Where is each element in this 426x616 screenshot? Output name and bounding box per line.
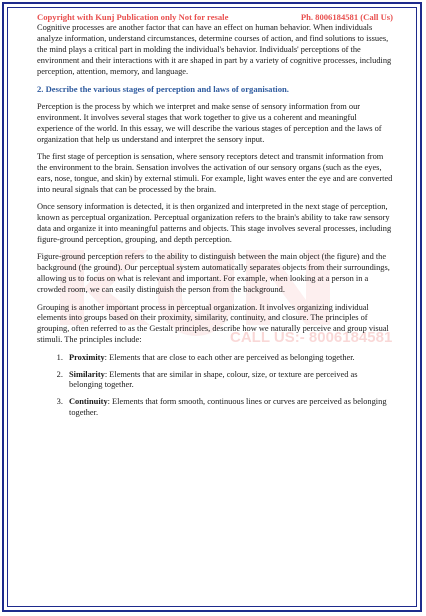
term-continuity: Continuity: [69, 397, 108, 407]
intro-paragraph: Cognitive processes are another factor that can have an effect on human behavior. When individuals analyze information, understand circumstances, determine courses of action, and find solutions to issues, the mind plays a critical part in molding the individual's behavior. Individuals' perceptions of the environment and their interactions with it are shaped in part by a variety of cognitive processes, including perception, attention, memory, and language.: [37, 23, 392, 76]
list-item-proximity: [65, 353, 393, 364]
paragraph-organization: Once sensory information is detected, it is then organized and interpreted in the next stage of perception, known as perceptual organization. Perceptual organization refers to the brain's ability to take raw sensory data and organize it into meaningful patterns and objects. This stage involves several processes, including figure-ground perception, grouping, and depth perception.: [37, 202, 392, 244]
question-heading: 2. Describe the various stages of perception and laws of organisation.: [37, 84, 289, 95]
page-header: [37, 12, 393, 23]
gestalt-principles-list: [37, 353, 393, 420]
paragraph-grouping: Grouping is another important process in perceptual organization. It involves organizing individual elements into groups based on their proximity, similarity, continuity, and closure. The principles of grouping, often referred to as the Gestalt principles, describe how we naturally perceive and group visual stimuli. The principles include:: [37, 302, 389, 345]
paragraph-sensation: The first stage of perception is sensation, where sensory receptors detect and transmit information from the environment to the brain. Sensation involves the activation of our sensory organs (such as the eyes, ears, nose, tongue, and skin) by external stimuli. For example, light waves enter the eye and are converted into neural signals that can be processed by the brain.: [37, 152, 393, 194]
definition-continuity: : Elements that form smooth, continuous lines or curves are perceived as belonging together.: [69, 397, 387, 418]
paragraph-figure-ground: Figure-ground perception refers to the ability to distinguish between the main object (the figure) and the background (the ground). Our perceptual system automatically separates objects from their surroundings, allowing us to focus on what is relevant and important. For example, when looking at a person in a crowded room, we can easily distinguish the person from the background.: [37, 252, 390, 295]
watermark-text: CALL US:- 8006184581: [230, 329, 393, 346]
list-item-continuity: [65, 397, 393, 419]
copyright-notice: Copyright with Kunj Publication only Not for resale: [37, 12, 229, 22]
phone-number: Ph. 8006184581 (Call Us): [300, 12, 393, 22]
definition-proximity: : Elements that are close to each other are perceived as belonging together.: [104, 352, 355, 362]
list-item-similarity: [65, 370, 393, 392]
paragraph-perception: Perception is the process by which we interpret and make sense of sensory information from our environment. It involves several stages that work together to give us a coherent and meaningful experience of the world. In this essay, we will describe the various stages of perception and the laws of organization that help us understand and interpret the sensory input.: [37, 102, 382, 144]
definition-similarity: : Elements that are similar in shape, colour, size, or texture are perceived as belonging together.: [69, 369, 358, 390]
term-proximity: Proximity: [69, 352, 105, 362]
page-content: [37, 12, 393, 425]
term-similarity: Similarity: [69, 369, 105, 379]
